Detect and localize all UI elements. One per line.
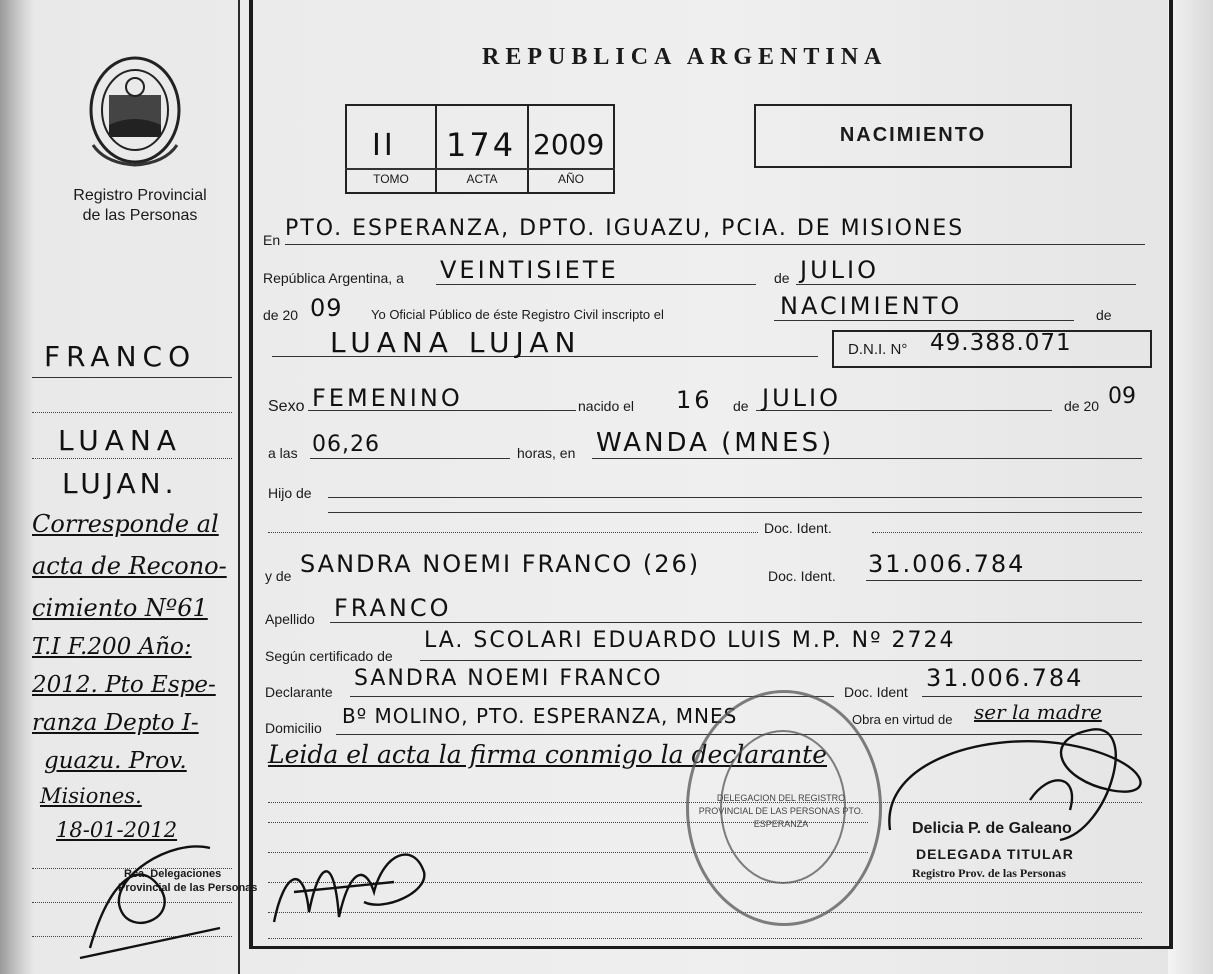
country-title: REPUBLICA ARGENTINA xyxy=(482,44,888,70)
margin-note-4: T.I F.200 Año: xyxy=(32,634,192,660)
margin-surname: FRANCO xyxy=(44,340,197,373)
anio-label: AÑO xyxy=(557,172,584,186)
margin-date: 18-01-2012 xyxy=(56,818,178,842)
value-domicilio: Bº MOLINO, PTO. ESPERANZA, MNES xyxy=(342,704,738,728)
signer-registry: Registro Prov. de las Personas xyxy=(912,866,1066,880)
registry-name-line1: Registro Provincial xyxy=(73,187,207,204)
value-anio-nac: 09 xyxy=(1108,384,1136,409)
value-obra: ser la madre xyxy=(974,700,1102,724)
value-dni: 49.388.071 xyxy=(930,330,1072,356)
label-apellido: Apellido xyxy=(265,611,315,627)
tomo-label: TOMO xyxy=(373,172,409,186)
label-dni: D.N.I. N° xyxy=(848,341,908,358)
label-domicilio: Domicilio xyxy=(265,720,322,736)
value-lugar-nac: WANDA (MNES) xyxy=(596,428,835,458)
label-de1: de xyxy=(774,270,790,286)
label-horas: horas, en xyxy=(517,445,576,461)
official-seal-text: DELEGACION DEL REGISTRO PROVINCIAL DE LAS PERSONAS PTO. ESPERANZA xyxy=(698,793,864,829)
margin-note-6: ranza Depto I- xyxy=(32,710,199,736)
value-sexo: FEMENINO xyxy=(312,384,463,412)
value-dia-letras: VEINTISIETE xyxy=(440,256,619,284)
value-leida: Leida el acta la firma conmigo la declarante xyxy=(268,740,828,769)
label-a-las: a las xyxy=(268,445,298,461)
signer-name: Delicia P. de Galeano xyxy=(912,820,1072,837)
label-y-de: y de xyxy=(265,568,292,584)
value-lugar: PTO. ESPERANZA, DPTO. IGUAZU, PCIA. DE MISIONES xyxy=(285,216,965,241)
label-de3: de xyxy=(733,398,749,414)
value-tipo: NACIMIENTO xyxy=(780,292,963,320)
label-hijo: Hijo de xyxy=(268,485,312,501)
acta-value: 174 xyxy=(446,126,517,164)
label-de2: de xyxy=(1096,307,1112,323)
margin-note-8: Misiones. xyxy=(40,784,142,808)
value-mes: JULIO xyxy=(800,256,879,284)
value-mes-nac: JULIO xyxy=(762,384,841,412)
label-obra: Obra en virtud de xyxy=(852,712,953,727)
value-certificado: LA. SCOLARI EDUARDO LUIS M.P. Nº 2724 xyxy=(424,628,956,653)
label-nacido: nacido el xyxy=(578,398,635,414)
next-page-edge xyxy=(1168,0,1213,974)
label-republica: República Argentina, a xyxy=(263,270,404,286)
value-declarante-doc: 31.006.784 xyxy=(926,664,1084,692)
margin-stamp-line1: Rca. Delegaciones xyxy=(124,868,222,880)
margin-note-5: 2012. Pto Espe- xyxy=(32,672,216,698)
document-type: NACIMIENTO xyxy=(839,124,987,146)
tomo-value: II xyxy=(372,128,396,163)
margin-rule xyxy=(238,0,240,974)
margin-note-3: cimiento Nº61 xyxy=(32,594,208,622)
value-nombre: LUANA LUJAN xyxy=(330,326,582,359)
label-doc-ident1: Doc. Ident. xyxy=(764,520,832,536)
acta-label: ACTA xyxy=(466,172,498,186)
declarant-signature xyxy=(264,832,434,942)
anio-value: 2009 xyxy=(533,128,605,161)
signer-title: DELEGADA TITULAR xyxy=(916,846,1074,862)
label-doc-ident3: Doc. Ident xyxy=(844,684,908,700)
label-segun: Según certificado de xyxy=(265,648,393,664)
label-declarante: Declarante xyxy=(265,684,333,700)
label-doc-ident2: Doc. Ident. xyxy=(768,568,836,584)
value-madre-doc: 31.006.784 xyxy=(868,550,1026,578)
registry-name-line2: de las Personas xyxy=(82,207,198,224)
margin-signature xyxy=(70,818,230,968)
margin-stamp-line2: Provincial de las Personas xyxy=(118,882,258,894)
label-de20b: de 20 xyxy=(1064,398,1100,414)
margin-name1: LUANA xyxy=(58,424,182,457)
value-dia-nac: 16 xyxy=(676,386,713,414)
margin-note-7: guazu. Prov. xyxy=(44,748,187,774)
value-hora: 06,26 xyxy=(312,432,380,457)
province-seal-icon xyxy=(85,55,185,170)
value-madre: SANDRA NOEMI FRANCO (26) xyxy=(300,550,701,578)
label-oficial: Yo Oficial Público de éste Registro Civil inscripto el xyxy=(371,307,664,322)
label-de20: de 20 xyxy=(263,307,299,323)
margin-name2: LUJAN. xyxy=(62,467,178,500)
margin-note-1: Corresponde al xyxy=(32,510,219,538)
value-declarante: SANDRA NOEMI FRANCO xyxy=(354,666,663,691)
value-apellido: FRANCO xyxy=(334,594,452,622)
margin-note-2: acta de Recono- xyxy=(32,552,227,580)
value-anio-corto: 09 xyxy=(310,294,343,322)
label-sexo: Sexo xyxy=(268,398,305,415)
label-en: En xyxy=(263,232,281,248)
